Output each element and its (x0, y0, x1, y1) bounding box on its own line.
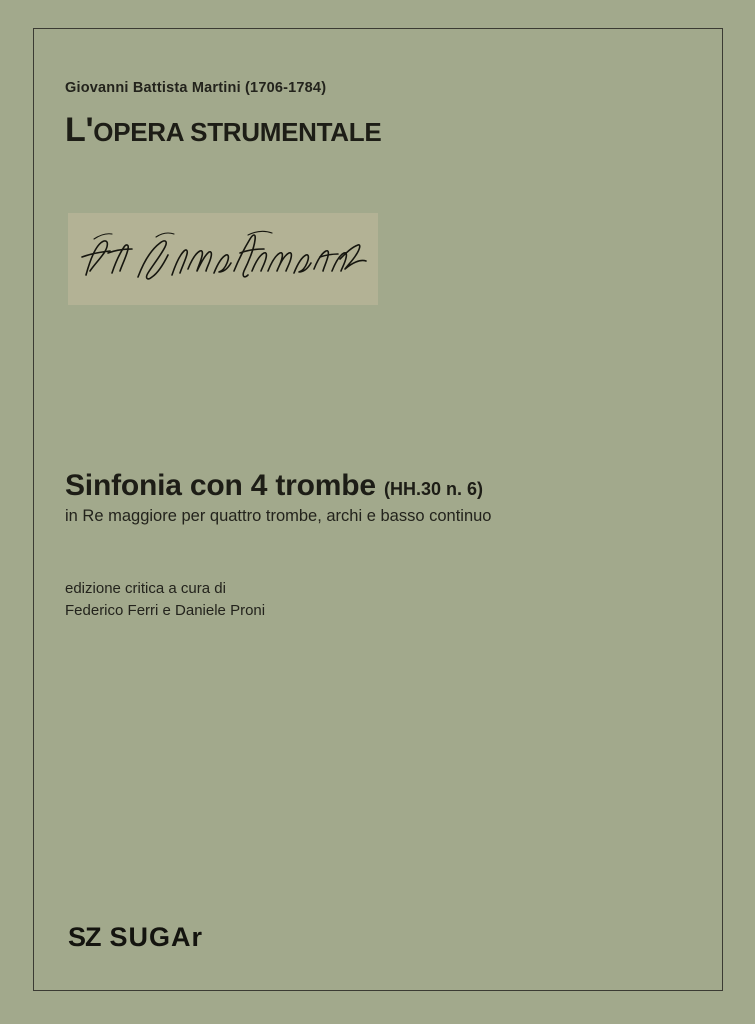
series-title (65, 111, 665, 150)
edition-credits-block (65, 578, 565, 622)
series-title-rest: OPERA STRUMENTALE (93, 117, 382, 148)
autograph-signature-image (68, 213, 378, 305)
editors-names: Federico Ferri e Daniele Proni (65, 601, 266, 619)
publisher-logo-sugar: SUGAr (109, 922, 204, 952)
series-title-lead: L' (65, 111, 94, 150)
edition-statement: edizione critica a cura di (65, 580, 226, 597)
publisher-logo (68, 922, 203, 953)
work-title: Sinfonia con 4 trombe (65, 469, 376, 502)
cover-header-block (65, 80, 665, 150)
work-catalogue-number: (HH.30 n. 6) (383, 479, 484, 499)
work-identification-block (65, 470, 685, 526)
work-title-line (65, 470, 685, 502)
autograph-signature-panel (68, 213, 378, 305)
publisher-logo-sz: SZ (68, 922, 101, 952)
work-subtitle: in Re maggiore per quattro trombe, archi e basso continuo (65, 506, 492, 525)
composer-name: Giovanni Battista Martini (1706-1784) (65, 80, 327, 96)
